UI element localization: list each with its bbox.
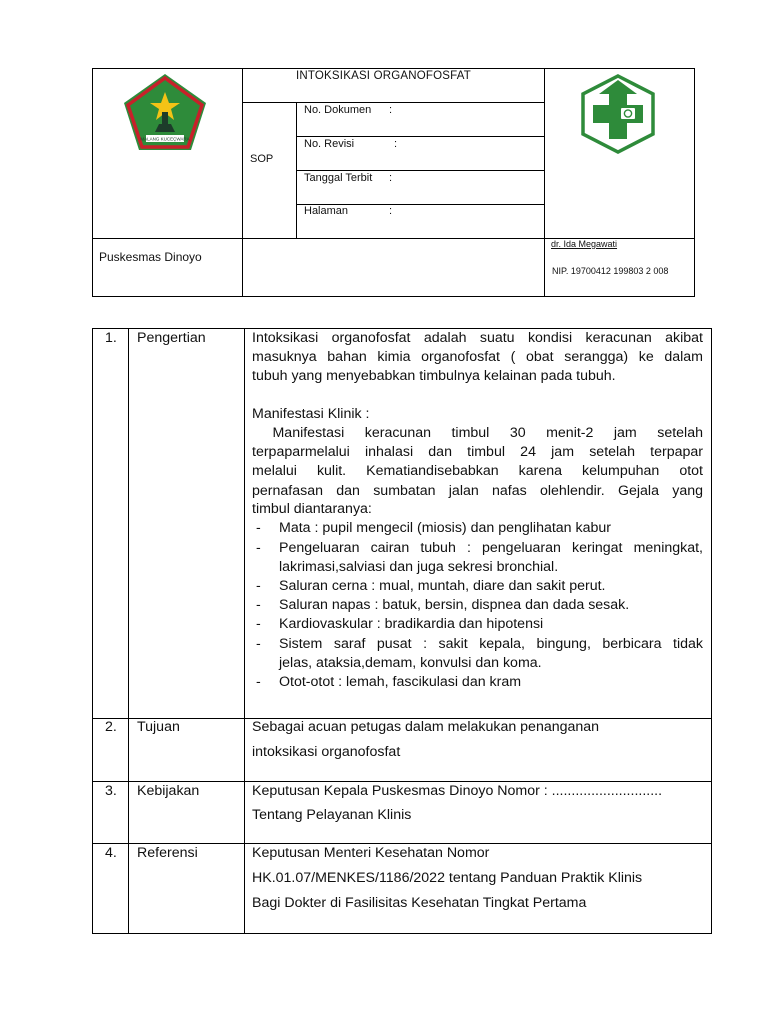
row-number: 1. bbox=[105, 330, 117, 346]
symptom-item: Pengeluaran cairan tubuh : pengeluaran keringat meningkat, bbox=[279, 540, 703, 556]
reference-line: HK.01.07/MENKES/1186/2022 tentang Panduan Praktik Klinis bbox=[252, 870, 643, 886]
row-label: Referensi bbox=[137, 845, 198, 861]
puskesmas-logo bbox=[579, 72, 657, 154]
field-tanggal-terbit-label: Tanggal Terbit bbox=[304, 172, 373, 184]
symptom-item: Kardiovaskular : bradikardia dan hipotensi bbox=[279, 616, 544, 632]
bullet-dash: - bbox=[256, 597, 261, 613]
header-divider bbox=[242, 102, 545, 103]
bullet-dash: - bbox=[256, 578, 261, 594]
row-label: Pengertian bbox=[137, 330, 206, 346]
row-number: 4. bbox=[105, 845, 117, 861]
policy-line: Keputusan Kepala Puskesmas Dinoyo Nomor : ............................ bbox=[252, 783, 663, 799]
field-no-dokumen-sep: : bbox=[389, 104, 393, 116]
bullet-dash: - bbox=[256, 674, 261, 690]
field-no-dokumen-label: No. Dokumen bbox=[304, 104, 372, 116]
symptom-item: Mata : pupil mengecil (miosis) dan penglihatan kabur bbox=[279, 520, 612, 536]
definition-line: masuknya bahan kimia organofosfat ( obat serangga) ke dalam bbox=[252, 349, 703, 365]
manifestation-line: pernafasan dan sumbatan jalan nafas olehlendir. Gejala yang bbox=[252, 483, 703, 499]
signatory-name: dr. Ida Megawati bbox=[551, 239, 618, 249]
policy-line: Tentang Pelayanan Klinis bbox=[252, 807, 412, 823]
symptom-item: Saluran cerna : mual, muntah, diare dan sakit perut. bbox=[279, 578, 606, 594]
definition-line: tubuh yang menyebabkan timbulnya kelainan pada tubuh. bbox=[252, 368, 616, 384]
manifestation-line: melalui kulit. Kematiandisebabkan karena kelumpuhan otot bbox=[252, 463, 703, 479]
row-label: Kebijakan bbox=[137, 783, 200, 799]
row-number: 2. bbox=[105, 719, 117, 735]
city-crest-logo bbox=[122, 72, 208, 152]
manifestation-line: Manifestasi keracunan timbul 30 menit-2 jam setelah bbox=[252, 425, 703, 441]
symptom-item: lakrimasi,salviasi dan juga sekresi bronchial. bbox=[279, 559, 559, 575]
bullet-dash: - bbox=[256, 540, 261, 556]
bullet-dash: - bbox=[256, 520, 261, 536]
crest-motto: MALANG KUCEÇWARA bbox=[140, 136, 190, 142]
sop-label: SOP bbox=[250, 153, 274, 165]
bullet-dash: - bbox=[256, 616, 261, 632]
manifestation-heading: Manifestasi Klinik : bbox=[252, 406, 370, 422]
field-halaman-sep: : bbox=[389, 205, 393, 217]
purpose-line: intoksikasi organofosfat bbox=[252, 744, 401, 760]
symptom-item: Sistem saraf pusat : sakit kepala, bingung, berbicara tidak bbox=[279, 636, 703, 652]
row-number: 3. bbox=[105, 783, 117, 799]
reference-line: Keputusan Menteri Kesehatan Nomor bbox=[252, 845, 490, 861]
reference-line: Bagi Dokter di Fasilisitas Kesehatan Tingkat Pertama bbox=[252, 895, 587, 911]
symptom-item: Otot-otot : lemah, fascikulasi dan kram bbox=[279, 674, 522, 690]
field-halaman-label: Halaman bbox=[304, 205, 349, 217]
institution-name: Puskesmas Dinoyo bbox=[99, 250, 202, 264]
document-title: INTOKSIKASI ORGANOFOSFAT bbox=[296, 70, 471, 82]
symptom-item: jelas, ataksia,demam, konvulsi dan koma. bbox=[279, 655, 542, 671]
row-label: Tujuan bbox=[137, 719, 180, 735]
bullet-dash: - bbox=[256, 636, 261, 652]
header-divider bbox=[296, 170, 545, 171]
field-no-revisi-sep: : bbox=[394, 138, 398, 150]
purpose-line: Sebagai acuan petugas dalam melakukan penanganan bbox=[252, 719, 600, 735]
definition-line: Intoksikasi organofosfat adalah suatu kondisi keracunan akibat bbox=[252, 330, 703, 346]
field-tanggal-terbit-sep: : bbox=[389, 172, 393, 184]
signatory-nip: NIP. 19700412 199803 2 008 bbox=[552, 266, 669, 276]
field-no-revisi-label: No. Revisi bbox=[304, 138, 355, 150]
manifestation-line: terpaparmelalui inhalasi dan timbul 24 jam setelah terpapar bbox=[252, 444, 703, 460]
header-divider bbox=[296, 136, 545, 137]
symptom-item: Saluran napas : batuk, bersin, dispnea dan dada sesak. bbox=[279, 597, 630, 613]
manifestation-line: timbul diantaranya: bbox=[252, 501, 372, 517]
